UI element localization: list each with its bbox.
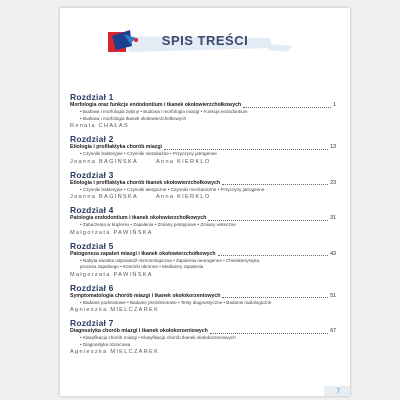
page-header <box>60 8 350 68</box>
subtopic-line: procesu zapalnego • Komórki obronne • Mediatory zapalenia <box>80 264 204 269</box>
chapter-authors <box>70 306 336 314</box>
chapter-title: Morfologia oraz funkcje endodontium i tkanek okołowierzchołkowych <box>70 102 242 108</box>
chapter-title: Patogeneza zapaleń miazgi i tkanek okołowierzchołkowych <box>70 250 216 257</box>
subtopic-line: • Klasyfikacja chorób miazgi • Klasyfikacja chorób tkanek okołokorzeniowych <box>80 335 236 340</box>
chapter-page-number: 51 <box>330 292 336 299</box>
document-page <box>60 8 350 396</box>
subtopic-line: • Czynniki bakteryjne • Czynniki niezakaźne • Przyczyny jatrogenne <box>80 151 217 156</box>
author-name: Joanna BAGIŃSKA <box>70 158 139 165</box>
author-name: Renata CHAŁAS <box>70 123 129 129</box>
chapter-title-row <box>70 293 336 300</box>
dot-leader <box>210 333 328 334</box>
chapter-authors <box>70 193 336 201</box>
chapter-title: Etiologia i profilaktyka chorób miazgi <box>70 144 162 150</box>
chapter-title-row <box>70 215 336 222</box>
chapter-subtopics <box>70 258 336 271</box>
chapter-page-number: 43 <box>330 250 336 257</box>
chapter-subtopics <box>70 335 336 348</box>
dot-leader <box>222 184 328 185</box>
chapter-label: Rozdział 5 <box>70 240 114 251</box>
chapter-label: Rozdział 3 <box>70 169 114 180</box>
chapter-page-number: 31 <box>330 215 336 221</box>
chapter-title-row <box>70 251 336 258</box>
subtopic-line: • Badanie podmiotowe • Badanie przedmiotowe • Testy diagnostyczne • Badanie radiologiczne <box>80 299 272 305</box>
toc-chapter <box>70 134 336 166</box>
author-name: Małgorzata PAWIŃSKA <box>70 229 153 236</box>
subtopic-line: • Budowa i morfologia tkanek okołowierzchołkowych <box>80 115 187 121</box>
chapter-title-row <box>70 102 336 109</box>
chapter-authors <box>70 122 336 130</box>
chapter-page-number: 67 <box>330 328 336 334</box>
chapter-authors <box>70 158 336 166</box>
toc-chapter <box>70 205 336 237</box>
chapter-page-number: 1 <box>333 102 336 108</box>
toc-chapter <box>70 92 336 130</box>
subtopic-line: • Diagnostyka różnicowa <box>80 341 131 347</box>
dot-leader <box>218 255 329 256</box>
chapter-label: Rozdział 4 <box>70 205 114 215</box>
author-name: Agnieszka MIELCZAREK <box>70 349 160 355</box>
chapter-authors <box>70 229 336 237</box>
page-number: 7 <box>336 389 340 395</box>
chapter-subtopics <box>70 109 336 122</box>
chapter-page-number: 13 <box>330 144 336 150</box>
chapter-authors <box>70 271 336 279</box>
subtopic-line: • Nabyta swoista odpowiedź immunologiczna • Zapalenia neurogenne • Charakterystyka <box>80 257 260 263</box>
chapter-authors <box>70 348 336 356</box>
toc-chapter <box>70 170 336 202</box>
dot-leader <box>164 149 328 150</box>
dot-leader <box>222 297 328 298</box>
dot-leader <box>243 107 331 108</box>
toc-chapter <box>70 283 336 315</box>
author-name: Małgorzata PAWIŃSKA <box>70 271 153 278</box>
dot-leader <box>208 220 328 221</box>
subtopic-line: • Zaburzenia w krążeniu • Zapalenia • Zmiany postępowe • Zmiany wsteczne <box>80 222 236 227</box>
chapter-title: Etiologia i profilaktyka chorób tkanek okołowierzchołkowych <box>70 179 221 186</box>
chapter-page-number: 23 <box>330 179 336 186</box>
page-title: SPIS TREŚCI <box>161 33 249 48</box>
chapter-label: Rozdział 6 <box>70 282 114 293</box>
author-name: Joanna BAGIŃSKA <box>70 194 139 200</box>
table-of-contents <box>70 92 336 360</box>
chapter-title: Diagnostyka chorób miazgi i tkanek okołokorzeniowych <box>70 328 208 334</box>
author-name: Anna KIERKLO <box>156 158 211 165</box>
chapter-label: Rozdział 1 <box>70 92 114 102</box>
chapter-title: Patologia endodontium i tkanek okołowierzchołkowych <box>70 215 207 221</box>
chapter-title: Symptomatologia chorób miazgi i tkanek okołokorzeniowych <box>70 292 221 299</box>
subtopic-line: • Budowa i morfologia zębiny • Budowa i morfologia miazgi • Funkcja endodontium <box>80 109 248 114</box>
chapter-label: Rozdział 7 <box>70 318 114 328</box>
subtopic-line: • Czynniki bakteryjne • Czynniki alergiczne • Czynniki mechaniczne • Przyczyny jatrogenne <box>80 186 265 192</box>
chapter-title-row <box>70 180 336 187</box>
chapter-label: Rozdział 2 <box>70 134 114 144</box>
author-name: Agnieszka MIELCZAREK <box>70 307 160 313</box>
chapter-title-row <box>70 328 336 335</box>
chapter-title-row <box>70 144 336 151</box>
author-name: Anna KIERKLO <box>156 194 211 200</box>
toc-chapter <box>70 241 336 279</box>
toc-chapter <box>70 318 336 356</box>
